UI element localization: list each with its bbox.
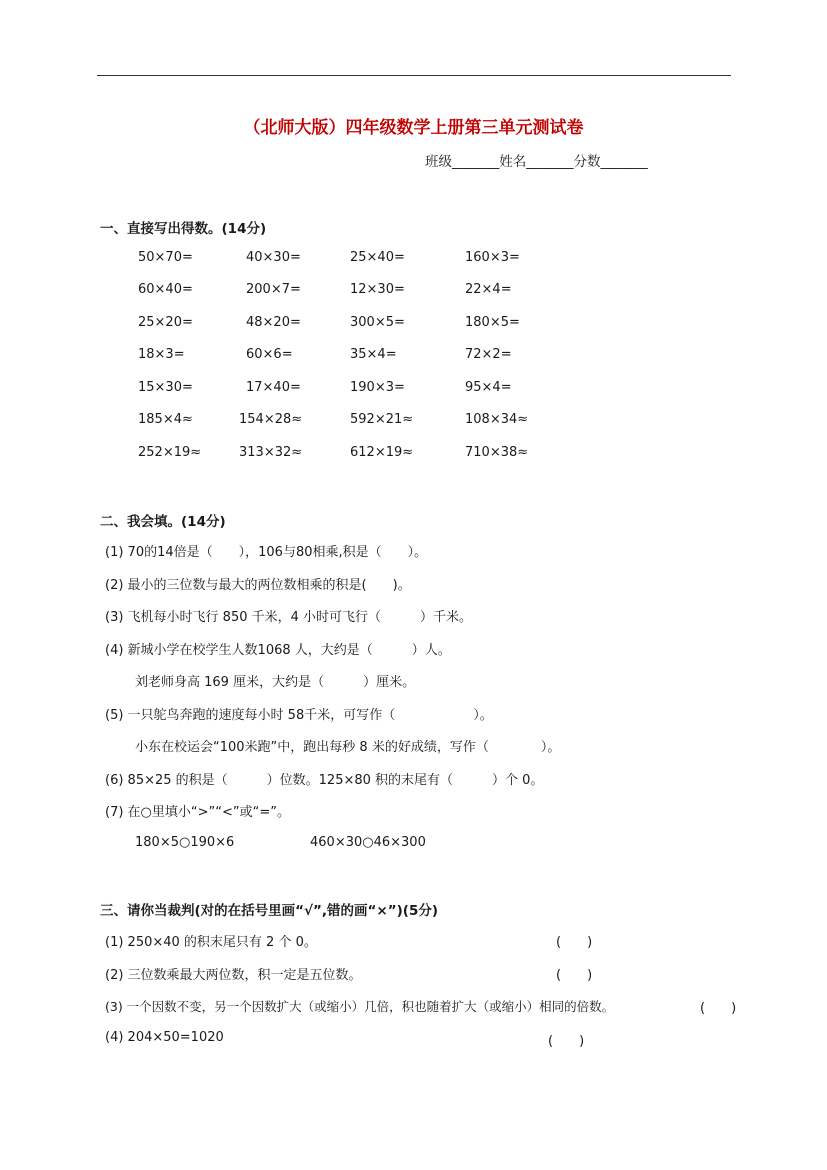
fill-item-7: (7) 在○里填小“>”“<”或“=”。: [105, 805, 290, 820]
calc-item: 25×20=: [138, 315, 193, 330]
calc-item: 72×2=: [465, 347, 512, 362]
fill-item-4b: 刘老师身高 169 厘米，大约是（ ）厘米。: [135, 675, 416, 690]
calc-item: 300×5=: [350, 315, 405, 330]
calc-item: 48×20=: [246, 315, 301, 330]
calc-item: 12×30=: [350, 282, 405, 297]
calc-item: 200×7=: [246, 282, 301, 297]
calc-item: 22×4=: [465, 282, 512, 297]
fill-item-5: (5) 一只鸵鸟奔跑的速度每小时 58千米，可写作（ ）。: [105, 708, 493, 723]
calc-item: 180×5=: [465, 315, 520, 330]
calc-item: 185×4≈: [138, 412, 193, 427]
calc-item: 592×21≈: [350, 412, 414, 427]
fill-item-3: (3) 飞机每小时飞行 850 千米，4 小时可飞行（ ）千米。: [105, 610, 473, 625]
fill-item-6: (6) 85×25 的积是（ ）位数。125×80 积的末尾有（ ）个 0。: [105, 773, 544, 788]
calc-item: 313×32≈: [239, 445, 303, 460]
judge-bracket: ( ): [556, 968, 593, 983]
calc-item: 95×4=: [465, 380, 512, 395]
calc-item: 50×70=: [138, 250, 193, 265]
calc-item: 60×6=: [246, 347, 293, 362]
calc-item: 40×30=: [246, 250, 301, 265]
compare-item: 180×5○190×6: [135, 835, 235, 850]
calc-item: 612×19≈: [350, 445, 414, 460]
fill-item-5b: 小东在校运会“100米跑”中，跑出每秒 8 米的好成绩，写作（ ）。: [135, 740, 561, 755]
judge-item-1: (1) 250×40 的积末尾只有 2 个 0。: [105, 935, 317, 950]
compare-item: 460×30○46×300: [310, 835, 426, 850]
fill-item-2: (2) 最小的三位数与最大的两位数相乘的积是( )。: [105, 578, 411, 593]
judge-bracket: ( ): [700, 1001, 737, 1016]
fill-item-1: (1) 70的14倍是（ ），106与80相乘,积是（ ）。: [105, 545, 428, 560]
calc-item: 25×40=: [350, 250, 405, 265]
calc-item: 18×3=: [138, 347, 185, 362]
section-1-heading: 一、直接写出得数。(14分): [100, 221, 267, 237]
page-title: （北师大版）四年级数学上册第三单元测试卷: [243, 118, 584, 138]
calc-item: 108×34≈: [465, 412, 529, 427]
judge-bracket: ( ): [556, 935, 593, 950]
student-info-line: 班级_______姓名_______分数_______: [425, 154, 648, 170]
judge-bracket: ( ): [548, 1034, 585, 1049]
calc-item: 17×40=: [246, 380, 301, 395]
calc-item: 710×38≈: [465, 445, 529, 460]
calc-item: 252×19≈: [138, 445, 202, 460]
calc-item: 60×40=: [138, 282, 193, 297]
header-rule: [97, 75, 731, 76]
calc-item: 35×4=: [350, 347, 397, 362]
calc-item: 190×3=: [350, 380, 405, 395]
judge-item-4: (4) 204×50=1020: [105, 1030, 224, 1045]
calc-item: 154×28≈: [239, 412, 303, 427]
fill-item-4: (4) 新城小学在校学生人数1068 人，大约是（ ）人。: [105, 643, 451, 658]
section-2-heading: 二、我会填。(14分): [100, 514, 226, 530]
judge-item-3: (3) 一个因数不变，另一个因数扩大（或缩小）几倍，积也随着扩大（或缩小）相同的倍数。: [105, 999, 615, 1014]
section-3-heading: 三、请你当裁判(对的在括号里画“√”,错的画“×”)(5分): [100, 903, 439, 919]
calc-item: 15×30=: [138, 380, 193, 395]
calc-item: 160×3=: [465, 250, 520, 265]
judge-item-2: (2) 三位数乘最大两位数，积一定是五位数。: [105, 968, 362, 983]
